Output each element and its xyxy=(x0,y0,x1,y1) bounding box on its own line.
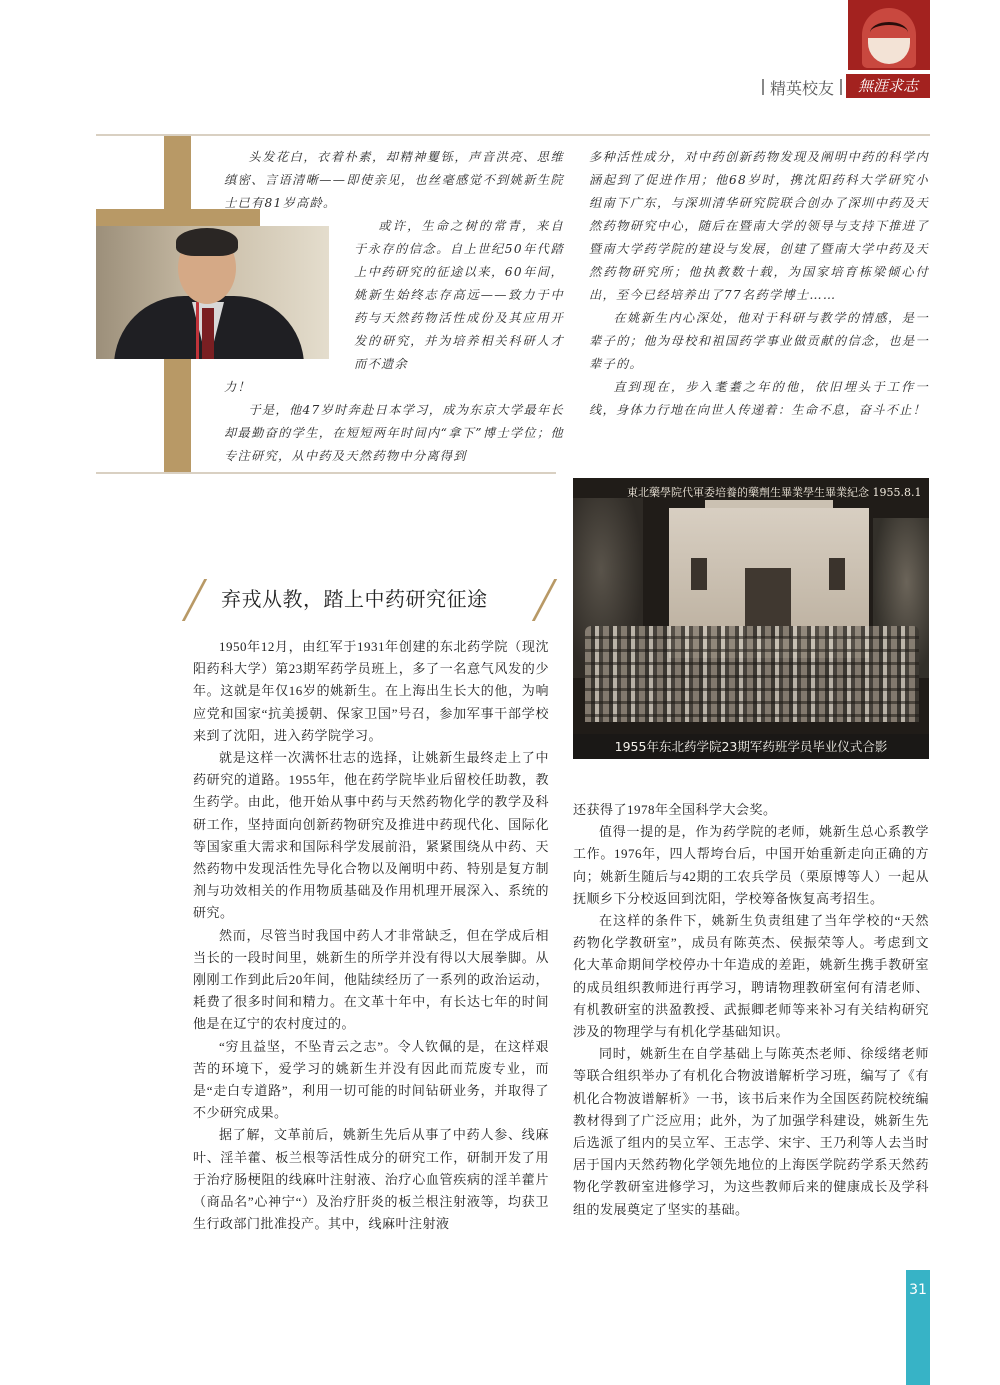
body-paragraph: “穷且益坚，不坠青云之志”。令人钦佩的是，在这样艰苦的环境下，爱学习的姚新生并没有因此而荒废专业，而是“走白专道路”，利用一切可能的时间钻研业务，并取得了不少研究成果。 xyxy=(193,1038,549,1121)
heading-slash xyxy=(532,579,557,621)
divider xyxy=(840,79,842,95)
section-heading xyxy=(193,575,553,621)
intro-paragraph: 直到现在，步入耄耋之年的他，依旧埋头于工作一线，身体力行地在向世人传递着：生命不息，奋斗不止！ xyxy=(589,380,929,417)
body-paragraph: 1950年12月，由红军于1931年创建的东北药学院（现沈阳药科大学）第23期军药学员班上，多了一名意气风发的少年。这就是年仅16岁的姚新生。在上海出生长大的他，为响应党和国家“抗美援朝、保家卫国”号召，参加军事干部学校来到了沈阳，进入药学院学习。 xyxy=(193,639,549,743)
body-right-column xyxy=(573,799,929,1221)
page-number-tab xyxy=(906,1270,930,1385)
intro-paragraph: 于是，他47岁时奔赴日本学习，成为东京大学最年长却最勤奋的学生，在短短两年时间内“拿下”博士学位；他专注研究，从中药及天然药物中分离得到 xyxy=(224,403,564,463)
intro-left-column xyxy=(224,146,564,468)
body-paragraph: 还获得了1978年全国科学大会奖。 xyxy=(573,802,777,817)
photo-banner-text: 東北藥學院代軍委培養的藥劑生畢業學生畢業紀念 1955.8.1 xyxy=(627,486,921,499)
body-left-column xyxy=(193,636,549,1235)
body-paragraph: 就是这样一次满怀壮志的选择，让姚新生最终走上了中药研究的道路。1955年，他在药学院毕业后留校任助教，教生药学。由此，他开始从事中药与天然药物化学的教学及科研工作，坚持面向创新药物研究及推进中药现代化、国际化等国家重大需求和国际科学发展前沿，紧紧围绕从中药、天然药物中发现活性先导化合物以及阐明中药、特别是复方制剂与功效相关的作用物质基础及作用机理开展深入、系统的研究。 xyxy=(193,750,549,921)
body-paragraph: 在这样的条件下，姚新生负责组建了当年学校的“天然药物化学教研室”，成员有陈英杰、侯振荣等人。考虑到文化大革命期间学校停办十年造成的差距，姚新生携手教研室的成员组织教师进行再学习，聘请物理教研室何有清老师、有机教研室的洪盈教授、武振卿老师等来补习有关结构研究涉及的物理学与有机化学基础知识。 xyxy=(573,913,929,1040)
intro-paragraph: 头发花白，衣着朴素，却精神矍铄，声音洪亮、思维缜密、言语清晰——即使亲见，也丝毫感觉不到姚新生院士已有81岁高龄。 xyxy=(224,150,564,210)
section-header xyxy=(762,76,930,98)
photo-caption: 1955年东北药学院23期军药班学员毕业仪式合影 xyxy=(614,739,888,754)
body-paragraph: 值得一提的是，作为药学院的老师，姚新生总心系教学工作。1976年，四人帮垮台后，中国开始重新走向正确的方向；姚新生随后与42期的工农兵学员（栗原博等人）一起从抚顺乡下分校返回到沈阳，学校筹备恢复高考招生。 xyxy=(573,824,929,906)
body-paragraph: 据了解，文革前后，姚新生先后从事了中药人参、线麻叶、淫羊藿、板兰根等活性成分的研究工作，研制开发了用于治疗肠梗阻的线麻叶注射液、治疗心血管疾病的淫羊藿片（商品名”心神宁“）及治疗肝炎的板兰根注射液等，均获卫生行政部门批准投产。其中，线麻叶注射液 xyxy=(193,1127,549,1232)
intro-bottom-rule xyxy=(96,472,556,474)
body-paragraph: 同时，姚新生在自学基础上与陈英杰老师、徐绥绪老师等联合组织举办了有机化合物波谱解析学习班，编写了《有机化合物波谱解析》一书，该书后来作为全国医药院校统编教材得到了广泛应用；此外，为了加强学科建设，姚新生先后选派了组内的吴立军、王志学、宋宇、王乃利等人去当时居于国内天然药物化学领先地位的上海医学院药学系天然药物化学教研室进修学习，为这些教师后来的健康成长及学科组的发展奠定了坚实的基础。 xyxy=(573,1046,929,1217)
section-title: 弃戎从教，踏上中药研究征途 xyxy=(221,587,488,611)
section-label: 精英校友 xyxy=(770,79,835,98)
portrait-logo-icon xyxy=(848,0,930,70)
intro-paragraph: 多种活性成分，对中药创新药物发现及阐明中药的科学内涵起到了促进作用；他68岁时，携沈阳药科大学研究小组南下广东，与深圳清华研究院联合创办了深圳中药及天然药物研究中心，随后在暨南大学的领导与支持下推进了暨南大学药学院的建设与发展，创建了暨南大学中药及天然药物研究所；他执教数十载，为国家培育栋梁倾心付出，至今已经培养出了77名药学博士…… xyxy=(589,150,929,302)
heading-slash xyxy=(182,579,207,621)
intro-paragraph-tail: 力！ xyxy=(224,380,251,394)
brand-logo: 無涯求志 xyxy=(846,74,930,98)
divider xyxy=(762,79,764,95)
top-rule xyxy=(96,134,930,136)
intro-paragraph: 或许，生命之树的常青，来自于永存的信念。自上世纪50年代踏上中药研究的征途以来，60年间，姚新生始终志存高远——致力于中药与天然药物活性成份及其应用开发的研究，并为培养相关科研人才而不遗余 xyxy=(354,219,564,371)
body-paragraph: 然而，尽管当时我国中药人才非常缺乏，但在学成后相当长的一段时间里，姚新生的所学并没有得以大展拳脚。从刚刚工作到此后20年间，他陆续经历了一系列的政治运动，耗费了很多时间和精力。在文革十年中，有长达七年的时间他是在辽宁的农村度过的。 xyxy=(193,927,549,1032)
intro-paragraph: 在姚新生内心深处，他对于科研与教学的情感，是一辈子的；他为母校和祖国药学事业做贡献的信念，也是一辈子的。 xyxy=(589,311,929,371)
page-number: 31 xyxy=(909,1282,927,1298)
graduation-photo xyxy=(573,478,929,759)
intro-right-column xyxy=(589,146,929,422)
